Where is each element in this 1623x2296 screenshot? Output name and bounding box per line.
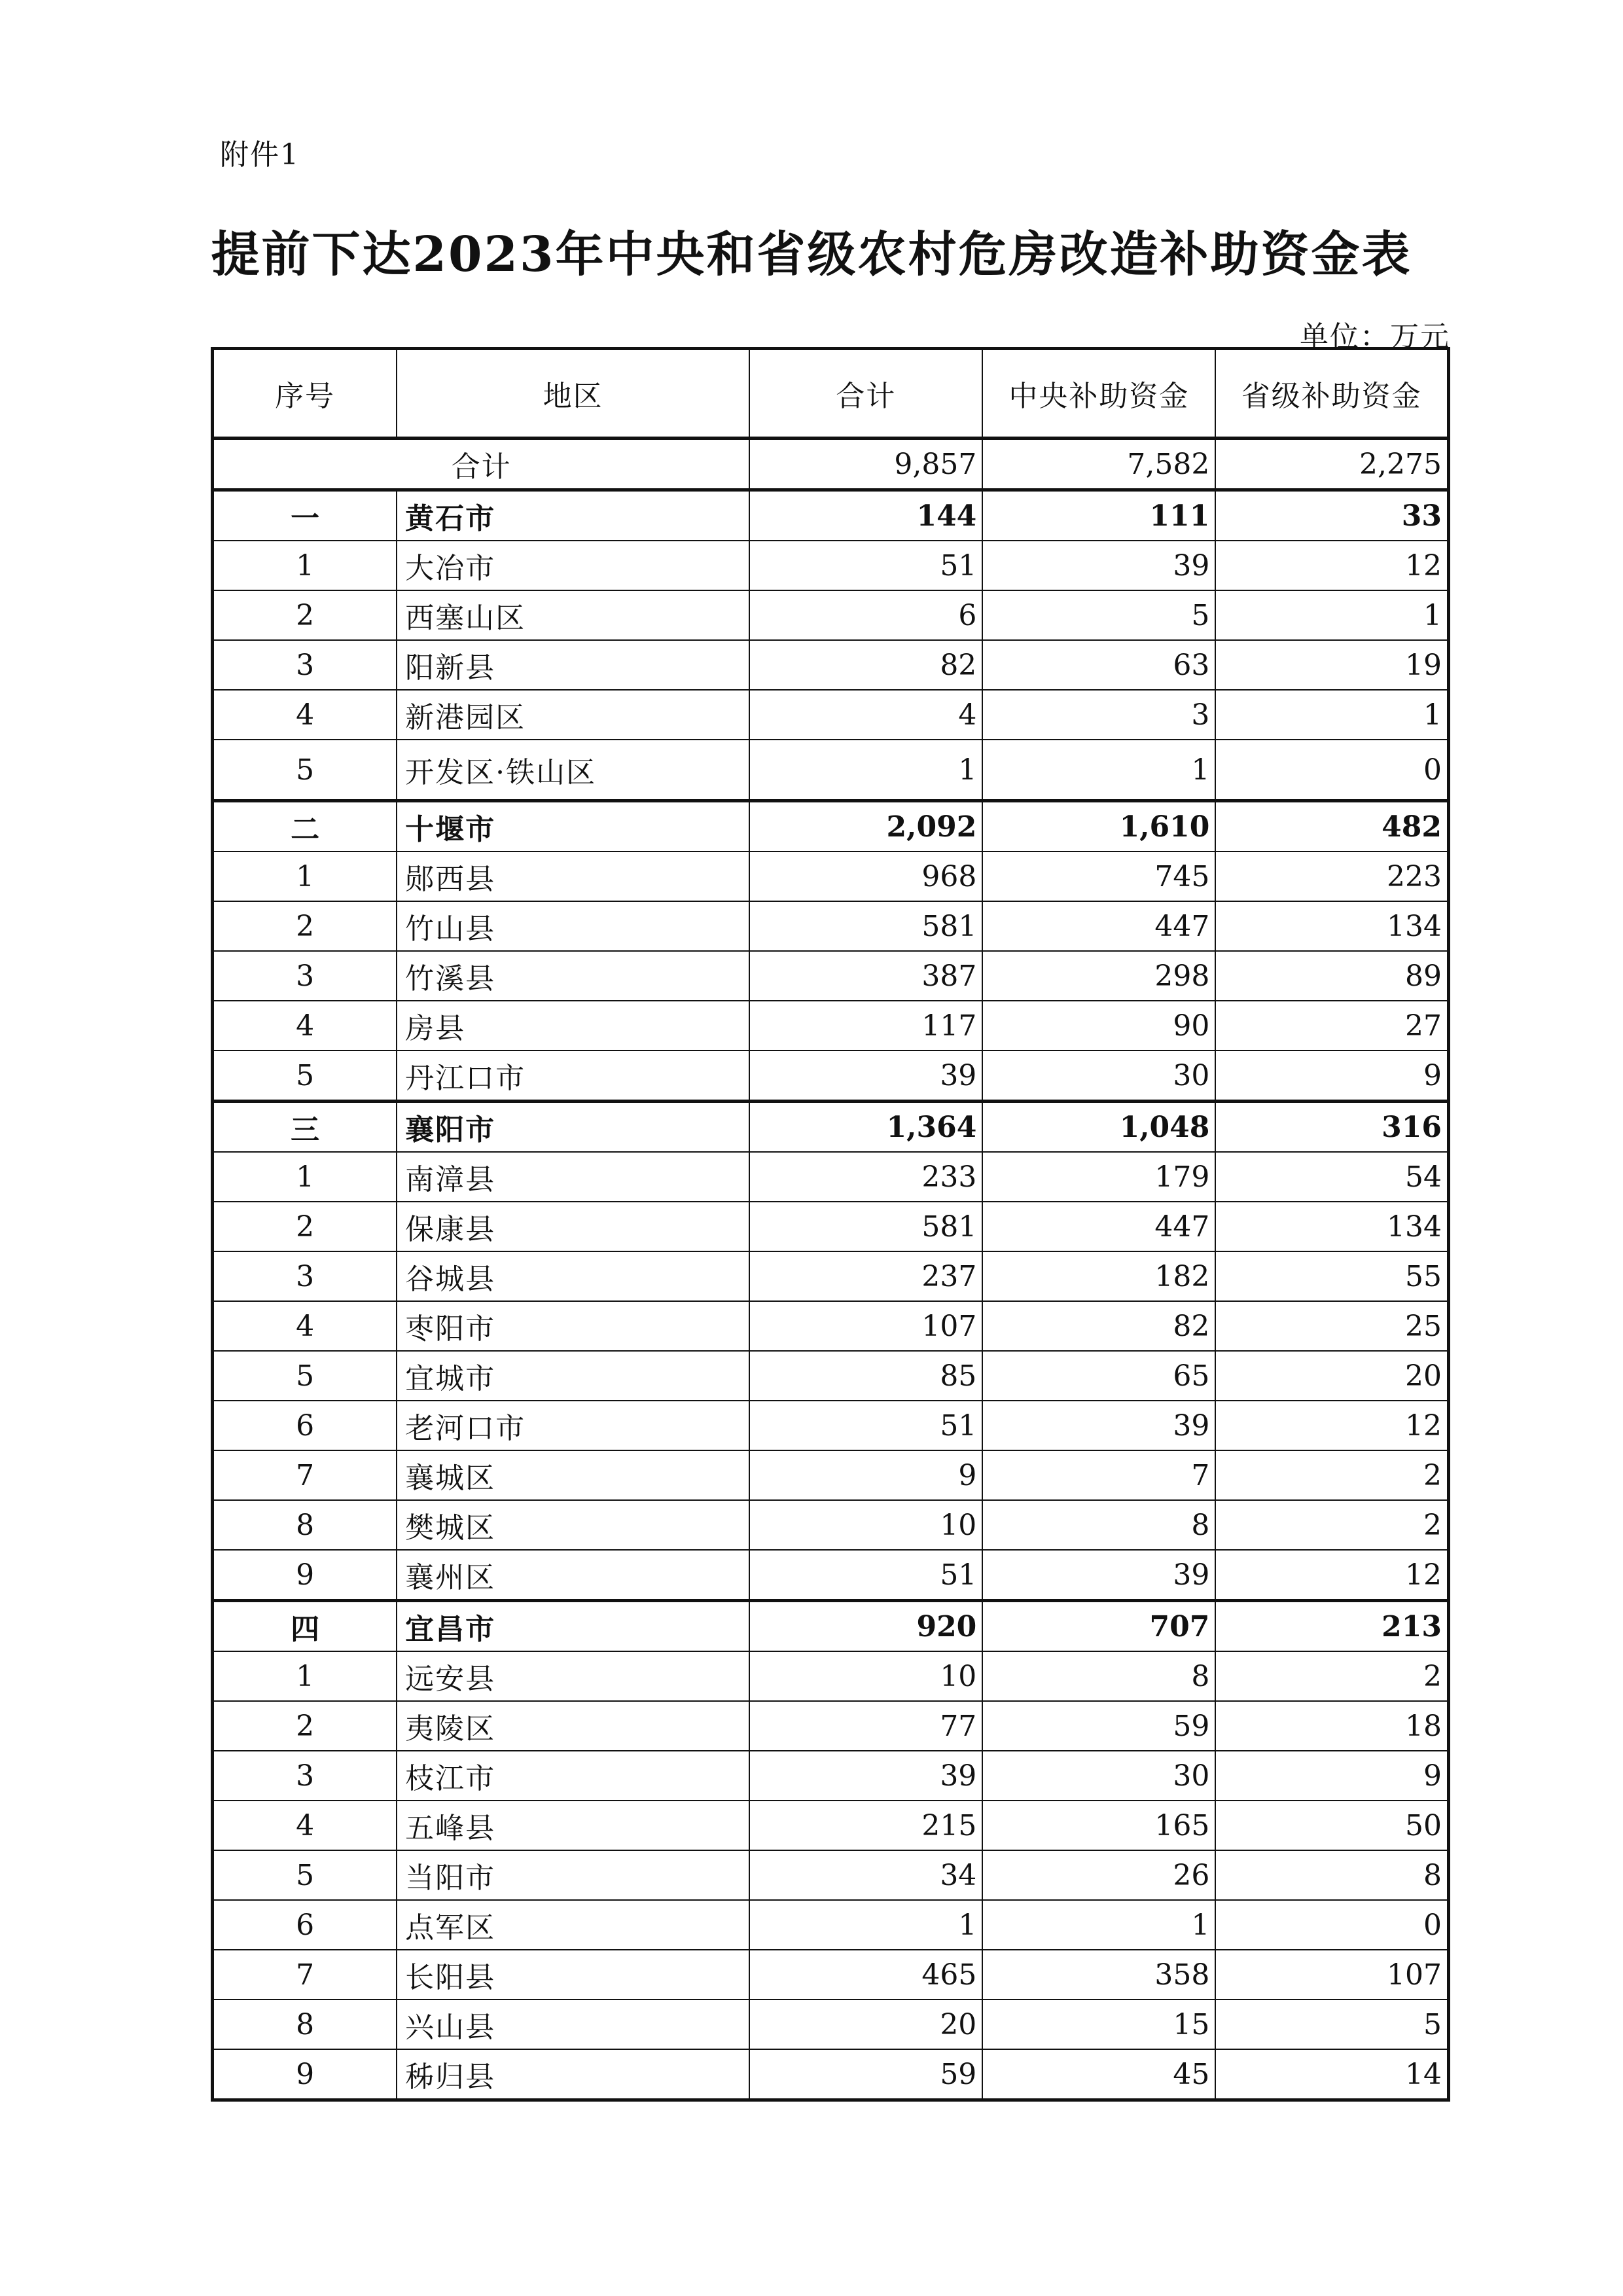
table-row [213, 1900, 1449, 1950]
row-seq: 9 [213, 1550, 397, 1601]
city-seq: 二 [213, 801, 397, 852]
city-sum: 2,092 [749, 801, 982, 852]
row-central: 8 [982, 1500, 1215, 1550]
table-header-row [213, 349, 1449, 439]
table-row [213, 1351, 1449, 1401]
row-seq: 1 [213, 1651, 397, 1701]
table-row [213, 1500, 1449, 1550]
row-central: 447 [982, 901, 1215, 951]
table-row [213, 1550, 1449, 1601]
row-region: 秭归县 [397, 2049, 749, 2100]
city-name: 十堰市 [397, 801, 749, 852]
row-seq: 3 [213, 1251, 397, 1301]
row-region: 竹山县 [397, 901, 749, 951]
row-sum: 10 [749, 1500, 982, 1550]
row-provincial: 2 [1215, 1450, 1448, 1500]
row-sum: 1 [749, 740, 982, 801]
row-central: 3 [982, 690, 1215, 740]
row-sum: 85 [749, 1351, 982, 1401]
table-row [213, 1651, 1449, 1701]
city-row [213, 490, 1449, 541]
row-region: 点军区 [397, 1900, 749, 1950]
table-row [213, 1301, 1449, 1351]
row-region: 老河口市 [397, 1401, 749, 1450]
row-sum: 215 [749, 1801, 982, 1850]
row-region: 长阳县 [397, 1950, 749, 2000]
row-provincial: 9 [1215, 1751, 1448, 1801]
city-row [213, 1601, 1449, 1652]
city-central: 111 [982, 490, 1215, 541]
city-name: 襄阳市 [397, 1102, 749, 1153]
row-seq: 2 [213, 901, 397, 951]
city-seq: 四 [213, 1601, 397, 1652]
row-central: 745 [982, 852, 1215, 901]
row-sum: 82 [749, 640, 982, 690]
unit-label: 单位：万元 [1300, 320, 1450, 353]
row-provincial: 8 [1215, 1850, 1448, 1900]
row-seq: 5 [213, 1850, 397, 1900]
row-region: 夷陵区 [397, 1701, 749, 1751]
row-seq: 1 [213, 541, 397, 590]
row-region: 枝江市 [397, 1751, 749, 1801]
city-sum: 1,364 [749, 1102, 982, 1153]
row-sum: 34 [749, 1850, 982, 1900]
row-seq: 3 [213, 640, 397, 690]
row-sum: 107 [749, 1301, 982, 1351]
row-region: 宜城市 [397, 1351, 749, 1401]
row-region: 开发区·铁山区 [397, 740, 749, 801]
row-seq: 4 [213, 690, 397, 740]
row-sum: 387 [749, 951, 982, 1001]
row-region: 房县 [397, 1001, 749, 1050]
row-central: 82 [982, 1301, 1215, 1351]
row-seq: 7 [213, 1450, 397, 1500]
row-region: 当阳市 [397, 1850, 749, 1900]
row-provincial: 50 [1215, 1801, 1448, 1850]
row-sum: 233 [749, 1152, 982, 1202]
column-header-central: 中央补助资金 [982, 349, 1215, 439]
row-central: 63 [982, 640, 1215, 690]
row-region: 保康县 [397, 1202, 749, 1251]
row-provincial: 0 [1215, 1900, 1448, 1950]
row-seq: 5 [213, 1050, 397, 1102]
row-provincial: 89 [1215, 951, 1448, 1001]
row-provincial: 134 [1215, 1202, 1448, 1251]
city-central: 707 [982, 1601, 1215, 1652]
city-sum: 920 [749, 1601, 982, 1652]
row-region: 樊城区 [397, 1500, 749, 1550]
row-sum: 51 [749, 1401, 982, 1450]
row-sum: 117 [749, 1001, 982, 1050]
row-region: 襄州区 [397, 1550, 749, 1601]
row-provincial: 12 [1215, 1550, 1448, 1601]
row-sum: 4 [749, 690, 982, 740]
table-row [213, 1050, 1449, 1102]
row-provincial: 0 [1215, 740, 1448, 801]
table-row [213, 1751, 1449, 1801]
row-sum: 6 [749, 590, 982, 640]
row-provincial: 55 [1215, 1251, 1448, 1301]
row-central: 45 [982, 2049, 1215, 2100]
row-seq: 4 [213, 1801, 397, 1850]
column-header-total: 合计 [749, 349, 982, 439]
table-row [213, 640, 1449, 690]
row-provincial: 223 [1215, 852, 1448, 901]
row-central: 358 [982, 1950, 1215, 2000]
table-row [213, 901, 1449, 951]
row-seq: 4 [213, 1001, 397, 1050]
row-seq: 5 [213, 1351, 397, 1401]
row-sum: 39 [749, 1050, 982, 1102]
row-provincial: 5 [1215, 2000, 1448, 2049]
city-provincial: 213 [1215, 1601, 1448, 1652]
page-title: 提前下达2023年中央和省级农村危房改造补助资金表 [211, 226, 1412, 283]
row-region: 兴山县 [397, 2000, 749, 2049]
table-row [213, 1401, 1449, 1450]
table-row [213, 951, 1449, 1001]
row-central: 15 [982, 2000, 1215, 2049]
row-seq: 1 [213, 852, 397, 901]
table-row [213, 2000, 1449, 2049]
row-sum: 51 [749, 1550, 982, 1601]
table-row [213, 1850, 1449, 1900]
row-central: 30 [982, 1050, 1215, 1102]
table-row [213, 1001, 1449, 1050]
grand-total-row [213, 439, 1449, 490]
row-provincial: 20 [1215, 1351, 1448, 1401]
row-seq: 2 [213, 590, 397, 640]
row-central: 90 [982, 1001, 1215, 1050]
grand-total-provincial: 2,275 [1215, 439, 1448, 490]
row-seq: 1 [213, 1152, 397, 1202]
row-seq: 7 [213, 1950, 397, 2000]
row-provincial: 54 [1215, 1152, 1448, 1202]
row-provincial: 14 [1215, 2049, 1448, 2100]
row-sum: 51 [749, 541, 982, 590]
row-central: 447 [982, 1202, 1215, 1251]
city-provincial: 316 [1215, 1102, 1448, 1153]
row-region: 竹溪县 [397, 951, 749, 1001]
row-central: 182 [982, 1251, 1215, 1301]
city-name: 宜昌市 [397, 1601, 749, 1652]
row-central: 179 [982, 1152, 1215, 1202]
city-provincial: 482 [1215, 801, 1448, 852]
table-row [213, 690, 1449, 740]
table-row [213, 1251, 1449, 1301]
table-row [213, 1801, 1449, 1850]
row-provincial: 107 [1215, 1950, 1448, 2000]
row-central: 5 [982, 590, 1215, 640]
row-region: 谷城县 [397, 1251, 749, 1301]
table-row [213, 2049, 1449, 2100]
row-seq: 2 [213, 1701, 397, 1751]
row-sum: 9 [749, 1450, 982, 1500]
row-central: 39 [982, 1401, 1215, 1450]
row-region: 五峰县 [397, 1801, 749, 1850]
row-central: 39 [982, 541, 1215, 590]
row-sum: 581 [749, 1202, 982, 1251]
row-provincial: 134 [1215, 901, 1448, 951]
row-provincial: 25 [1215, 1301, 1448, 1351]
city-sum: 144 [749, 490, 982, 541]
row-provincial: 9 [1215, 1050, 1448, 1102]
row-provincial: 1 [1215, 590, 1448, 640]
grand-total-label: 合计 [213, 439, 750, 490]
row-seq: 6 [213, 1900, 397, 1950]
city-central: 1,610 [982, 801, 1215, 852]
row-sum: 59 [749, 2049, 982, 2100]
grand-total-central: 7,582 [982, 439, 1215, 490]
column-header-seq: 序号 [213, 349, 397, 439]
row-region: 襄城区 [397, 1450, 749, 1500]
grand-total-sum: 9,857 [749, 439, 982, 490]
row-seq: 6 [213, 1401, 397, 1450]
row-central: 1 [982, 740, 1215, 801]
table-row [213, 1450, 1449, 1500]
row-central: 30 [982, 1751, 1215, 1801]
row-sum: 1 [749, 1900, 982, 1950]
row-region: 南漳县 [397, 1152, 749, 1202]
row-region: 西塞山区 [397, 590, 749, 640]
row-central: 8 [982, 1651, 1215, 1701]
row-seq: 3 [213, 1751, 397, 1801]
row-provincial: 2 [1215, 1651, 1448, 1701]
row-seq: 8 [213, 2000, 397, 2049]
row-region: 远安县 [397, 1651, 749, 1701]
row-provincial: 1 [1215, 690, 1448, 740]
table-row [213, 1152, 1449, 1202]
row-provincial: 2 [1215, 1500, 1448, 1550]
city-provincial: 33 [1215, 490, 1448, 541]
city-seq: 一 [213, 490, 397, 541]
row-region: 阳新县 [397, 640, 749, 690]
table-row [213, 740, 1449, 801]
row-seq: 5 [213, 740, 397, 801]
city-name: 黄石市 [397, 490, 749, 541]
row-sum: 237 [749, 1251, 982, 1301]
row-provincial: 12 [1215, 541, 1448, 590]
column-header-provincial: 省级补助资金 [1215, 349, 1448, 439]
row-region: 郧西县 [397, 852, 749, 901]
table-row [213, 1202, 1449, 1251]
row-region: 大冶市 [397, 541, 749, 590]
row-sum: 465 [749, 1950, 982, 2000]
city-row [213, 1102, 1449, 1153]
row-sum: 39 [749, 1751, 982, 1801]
attachment-label: 附件1 [220, 138, 300, 171]
row-central: 7 [982, 1450, 1215, 1500]
row-central: 1 [982, 1900, 1215, 1950]
row-seq: 9 [213, 2049, 397, 2100]
row-central: 298 [982, 951, 1215, 1001]
row-central: 165 [982, 1801, 1215, 1850]
row-sum: 581 [749, 901, 982, 951]
row-region: 丹江口市 [397, 1050, 749, 1102]
table-row [213, 590, 1449, 640]
row-provincial: 18 [1215, 1701, 1448, 1751]
row-region: 新港园区 [397, 690, 749, 740]
row-central: 59 [982, 1701, 1215, 1751]
row-provincial: 19 [1215, 640, 1448, 690]
row-sum: 20 [749, 2000, 982, 2049]
table-row [213, 1950, 1449, 2000]
row-seq: 2 [213, 1202, 397, 1251]
table-row [213, 852, 1449, 901]
row-sum: 10 [749, 1651, 982, 1701]
city-seq: 三 [213, 1102, 397, 1153]
row-seq: 8 [213, 1500, 397, 1550]
row-region: 枣阳市 [397, 1301, 749, 1351]
row-seq: 3 [213, 951, 397, 1001]
row-central: 26 [982, 1850, 1215, 1900]
row-provincial: 12 [1215, 1401, 1448, 1450]
table-row [213, 1701, 1449, 1751]
subsidy-table [211, 347, 1450, 2102]
table-row [213, 541, 1449, 590]
row-central: 65 [982, 1351, 1215, 1401]
row-central: 39 [982, 1550, 1215, 1601]
city-row [213, 801, 1449, 852]
table-body [213, 439, 1449, 2100]
row-seq: 4 [213, 1301, 397, 1351]
row-sum: 968 [749, 852, 982, 901]
column-header-region: 地区 [397, 349, 749, 439]
row-sum: 77 [749, 1701, 982, 1751]
city-central: 1,048 [982, 1102, 1215, 1153]
row-provincial: 27 [1215, 1001, 1448, 1050]
